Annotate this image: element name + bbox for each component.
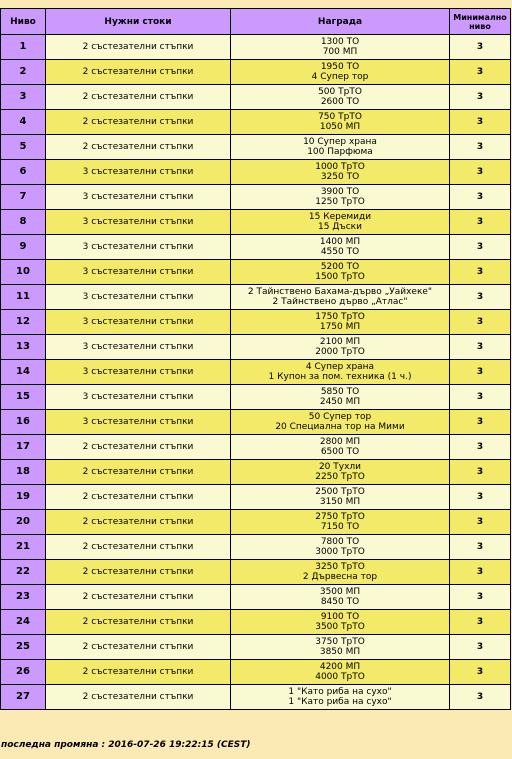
level-cell: 9: [1, 235, 46, 260]
level-cell: 14: [1, 360, 46, 385]
reward-line: 1750 МП: [319, 322, 361, 332]
needed-goods-cell: 3 състезателни стъпки: [46, 235, 231, 260]
table-row: [1, 635, 511, 660]
min-level-cell: 3: [450, 35, 511, 60]
min-level-cell: 3: [450, 685, 511, 710]
reward-line: 2 Тайнствено Бахама-дърво „Уайхеке": [247, 287, 433, 297]
min-level-cell: 3: [450, 235, 511, 260]
level-cell: 5: [1, 135, 46, 160]
reward-line: 1950 ТО: [320, 62, 360, 72]
reward-line: 5200 ТО: [320, 262, 360, 272]
reward-line: 2 Дървесна тор: [302, 572, 378, 582]
reward-cell: [231, 635, 450, 660]
reward-line: 20 Специална тор на Мими: [275, 422, 405, 432]
table-row: [1, 85, 511, 110]
reward-line: 1500 ТрТО: [315, 272, 365, 282]
level-cell: 8: [1, 210, 46, 235]
table-row: [1, 285, 511, 310]
header-min-level: [450, 9, 511, 35]
needed-goods-cell: 2 състезателни стъпки: [46, 110, 231, 135]
min-level-cell: 3: [450, 285, 511, 310]
reward-line: 2450 МП: [319, 397, 361, 407]
level-cell: 24: [1, 610, 46, 635]
reward-line: 4200 МП: [319, 662, 361, 672]
table-row: [1, 160, 511, 185]
min-level-cell: 3: [450, 610, 511, 635]
table-row: [1, 360, 511, 385]
needed-goods-cell: 3 състезателни стъпки: [46, 185, 231, 210]
table-row: [1, 310, 511, 335]
reward-cell: [231, 235, 450, 260]
reward-line: 9100 ТО: [320, 612, 360, 622]
reward-line: 2600 ТО: [320, 97, 360, 107]
reward-cell: [231, 485, 450, 510]
needed-goods-cell: 2 състезателни стъпки: [46, 585, 231, 610]
needed-goods-cell: 2 състезателни стъпки: [46, 60, 231, 85]
needed-goods-cell: 3 състезателни стъпки: [46, 310, 231, 335]
reward-line: 50 Супер тор: [308, 412, 372, 422]
reward-line: 10 Супер храна: [303, 137, 377, 147]
level-cell: 20: [1, 510, 46, 535]
needed-goods-cell: 3 състезателни стъпки: [46, 285, 231, 310]
table-row: [1, 535, 511, 560]
level-cell: 7: [1, 185, 46, 210]
table-row: [1, 585, 511, 610]
reward-line: 1300 ТО: [320, 37, 360, 47]
level-cell: 27: [1, 685, 46, 710]
needed-goods-cell: 2 състезателни стъпки: [46, 135, 231, 160]
min-level-cell: 3: [450, 510, 511, 535]
table-row: [1, 460, 511, 485]
table-body: [1, 35, 511, 710]
needed-goods-cell: 2 състезателни стъпки: [46, 85, 231, 110]
reward-cell: [231, 85, 450, 110]
level-cell: 23: [1, 585, 46, 610]
reward-cell: [231, 110, 450, 135]
needed-goods-cell: 3 състезателни стъпки: [46, 210, 231, 235]
min-level-cell: 3: [450, 110, 511, 135]
header-needed: Нужни стоки: [46, 9, 231, 35]
level-cell: 19: [1, 485, 46, 510]
needed-goods-cell: 3 състезателни стъпки: [46, 335, 231, 360]
min-level-cell: 3: [450, 135, 511, 160]
level-cell: 11: [1, 285, 46, 310]
reward-cell: [231, 260, 450, 285]
reward-line: 4 Супер тор: [311, 72, 369, 82]
reward-line: 3150 МП: [319, 497, 361, 507]
table-row: [1, 610, 511, 635]
reward-line: 15 Дъски: [318, 222, 362, 232]
needed-goods-cell: 3 състезателни стъпки: [46, 360, 231, 385]
level-cell: 12: [1, 310, 46, 335]
min-level-cell: 3: [450, 210, 511, 235]
min-level-cell: 3: [450, 60, 511, 85]
reward-line: 3850 МП: [319, 647, 361, 657]
reward-line: 4 Супер храна: [305, 362, 375, 372]
reward-cell: [231, 385, 450, 410]
reward-line: 1750 ТрТО: [315, 312, 365, 322]
level-cell: 18: [1, 460, 46, 485]
reward-line: 2 Тайнствено дърво „Атлас": [272, 297, 408, 307]
needed-goods-cell: 2 състезателни стъпки: [46, 560, 231, 585]
reward-line: 15 Керемиди: [308, 212, 372, 222]
reward-cell: [231, 285, 450, 310]
table-row: [1, 385, 511, 410]
table-row: [1, 560, 511, 585]
needed-goods-cell: 2 състезателни стъпки: [46, 485, 231, 510]
reward-line: 1050 МП: [319, 122, 361, 132]
reward-line: 3000 ТрТО: [315, 547, 365, 557]
header-level: Ниво: [1, 9, 46, 35]
needed-goods-cell: 2 състезателни стъпки: [46, 460, 231, 485]
min-level-cell: 3: [450, 535, 511, 560]
reward-cell: [231, 685, 450, 710]
reward-line: 3250 ТрТО: [315, 562, 365, 572]
min-level-cell: 3: [450, 410, 511, 435]
min-level-cell: 3: [450, 585, 511, 610]
table-row: [1, 335, 511, 360]
reward-cell: [231, 435, 450, 460]
reward-line: 3500 МП: [319, 587, 361, 597]
reward-cell: [231, 585, 450, 610]
level-cell: 25: [1, 635, 46, 660]
needed-goods-cell: 2 състезателни стъпки: [46, 610, 231, 635]
table-row: [1, 685, 511, 710]
min-level-cell: 3: [450, 360, 511, 385]
table-header-row: [1, 9, 511, 35]
reward-line: 8450 ТО: [320, 597, 360, 607]
needed-goods-cell: 3 състезателни стъпки: [46, 410, 231, 435]
table-row: [1, 510, 511, 535]
needed-goods-cell: 2 състезателни стъпки: [46, 510, 231, 535]
reward-cell: [231, 335, 450, 360]
level-cell: 2: [1, 60, 46, 85]
reward-line: 20 Тухли: [318, 462, 362, 472]
level-cell: 26: [1, 660, 46, 685]
reward-line: 3250 ТО: [320, 172, 360, 182]
reward-line: 2250 ТрТО: [315, 472, 365, 482]
reward-line: 2100 МП: [319, 337, 361, 347]
min-level-cell: 3: [450, 460, 511, 485]
table-row: [1, 135, 511, 160]
levels-table: [0, 8, 511, 710]
reward-cell: [231, 660, 450, 685]
reward-line: 2000 ТрТО: [315, 347, 365, 357]
level-cell: 3: [1, 85, 46, 110]
reward-line: 1000 ТрТО: [315, 162, 365, 172]
min-level-cell: 3: [450, 385, 511, 410]
table-row: [1, 185, 511, 210]
reward-line: 3750 ТрТО: [315, 637, 365, 647]
table-row: [1, 235, 511, 260]
reward-cell: [231, 210, 450, 235]
level-cell: 22: [1, 560, 46, 585]
reward-line: 1 "Като риба на сухо": [288, 697, 392, 707]
needed-goods-cell: 2 състезателни стъпки: [46, 535, 231, 560]
needed-goods-cell: 2 състезателни стъпки: [46, 35, 231, 60]
min-level-cell: 3: [450, 185, 511, 210]
header-min-level-line2: ниво: [469, 21, 491, 31]
reward-cell: [231, 360, 450, 385]
reward-line: 3900 ТО: [320, 187, 360, 197]
level-cell: 4: [1, 110, 46, 135]
min-level-cell: 3: [450, 660, 511, 685]
level-cell: 1: [1, 35, 46, 60]
min-level-cell: 3: [450, 160, 511, 185]
min-level-cell: 3: [450, 435, 511, 460]
last-modified: последна промяна : 2016-07-26 19:22:15 (CEST): [1, 740, 251, 750]
min-level-cell: 3: [450, 85, 511, 110]
reward-line: 7800 ТО: [320, 537, 360, 547]
table-row: [1, 60, 511, 85]
reward-cell: [231, 35, 450, 60]
reward-line: 4000 ТрТО: [315, 672, 365, 682]
min-level-cell: 3: [450, 335, 511, 360]
reward-cell: [231, 135, 450, 160]
needed-goods-cell: 3 състезателни стъпки: [46, 385, 231, 410]
reward-line: 2800 МП: [319, 437, 361, 447]
table-row: [1, 435, 511, 460]
reward-cell: [231, 410, 450, 435]
level-cell: 21: [1, 535, 46, 560]
level-cell: 16: [1, 410, 46, 435]
reward-line: 1 Купон за пом. техника (1 ч.): [268, 372, 412, 382]
header-min-level-line1: Минимално: [453, 12, 507, 22]
min-level-cell: 3: [450, 485, 511, 510]
needed-goods-cell: 2 състезателни стъпки: [46, 635, 231, 660]
table-row: [1, 660, 511, 685]
reward-cell: [231, 460, 450, 485]
needed-goods-cell: 2 състезателни стъпки: [46, 435, 231, 460]
reward-cell: [231, 185, 450, 210]
table-row: [1, 110, 511, 135]
reward-line: 1 "Като риба на сухо": [288, 687, 392, 697]
level-cell: 10: [1, 260, 46, 285]
reward-cell: [231, 310, 450, 335]
table-row: [1, 410, 511, 435]
reward-line: 500 ТрТО: [318, 87, 362, 97]
needed-goods-cell: 3 състезателни стъпки: [46, 260, 231, 285]
reward-line: 4550 ТО: [320, 247, 360, 257]
min-level-cell: 3: [450, 260, 511, 285]
reward-cell: [231, 60, 450, 85]
min-level-cell: 3: [450, 310, 511, 335]
reward-line: 100 Парфюма: [307, 147, 373, 157]
level-cell: 15: [1, 385, 46, 410]
reward-cell: [231, 610, 450, 635]
reward-cell: [231, 510, 450, 535]
reward-line: 700 МП: [322, 47, 358, 57]
reward-cell: [231, 160, 450, 185]
min-level-cell: 3: [450, 635, 511, 660]
level-cell: 13: [1, 335, 46, 360]
min-level-cell: 3: [450, 560, 511, 585]
level-cell: 6: [1, 160, 46, 185]
needed-goods-cell: 2 състезателни стъпки: [46, 660, 231, 685]
reward-line: 2500 ТрТО: [315, 487, 365, 497]
reward-line: 5850 ТО: [320, 387, 360, 397]
reward-cell: [231, 535, 450, 560]
reward-cell: [231, 560, 450, 585]
reward-line: 2750 ТрТО: [315, 512, 365, 522]
level-cell: 17: [1, 435, 46, 460]
reward-line: 3500 ТрТО: [315, 622, 365, 632]
reward-line: 750 ТрТО: [318, 112, 362, 122]
reward-line: 1250 ТрТО: [315, 197, 365, 207]
reward-line: 7150 ТО: [320, 522, 360, 532]
needed-goods-cell: 3 състезателни стъпки: [46, 160, 231, 185]
table-row: [1, 485, 511, 510]
reward-line: 1400 МП: [319, 237, 361, 247]
table-row: [1, 35, 511, 60]
reward-line: 6500 ТО: [320, 447, 360, 457]
needed-goods-cell: 2 състезателни стъпки: [46, 685, 231, 710]
table-row: [1, 260, 511, 285]
header-reward: Награда: [231, 9, 450, 35]
table-row: [1, 210, 511, 235]
